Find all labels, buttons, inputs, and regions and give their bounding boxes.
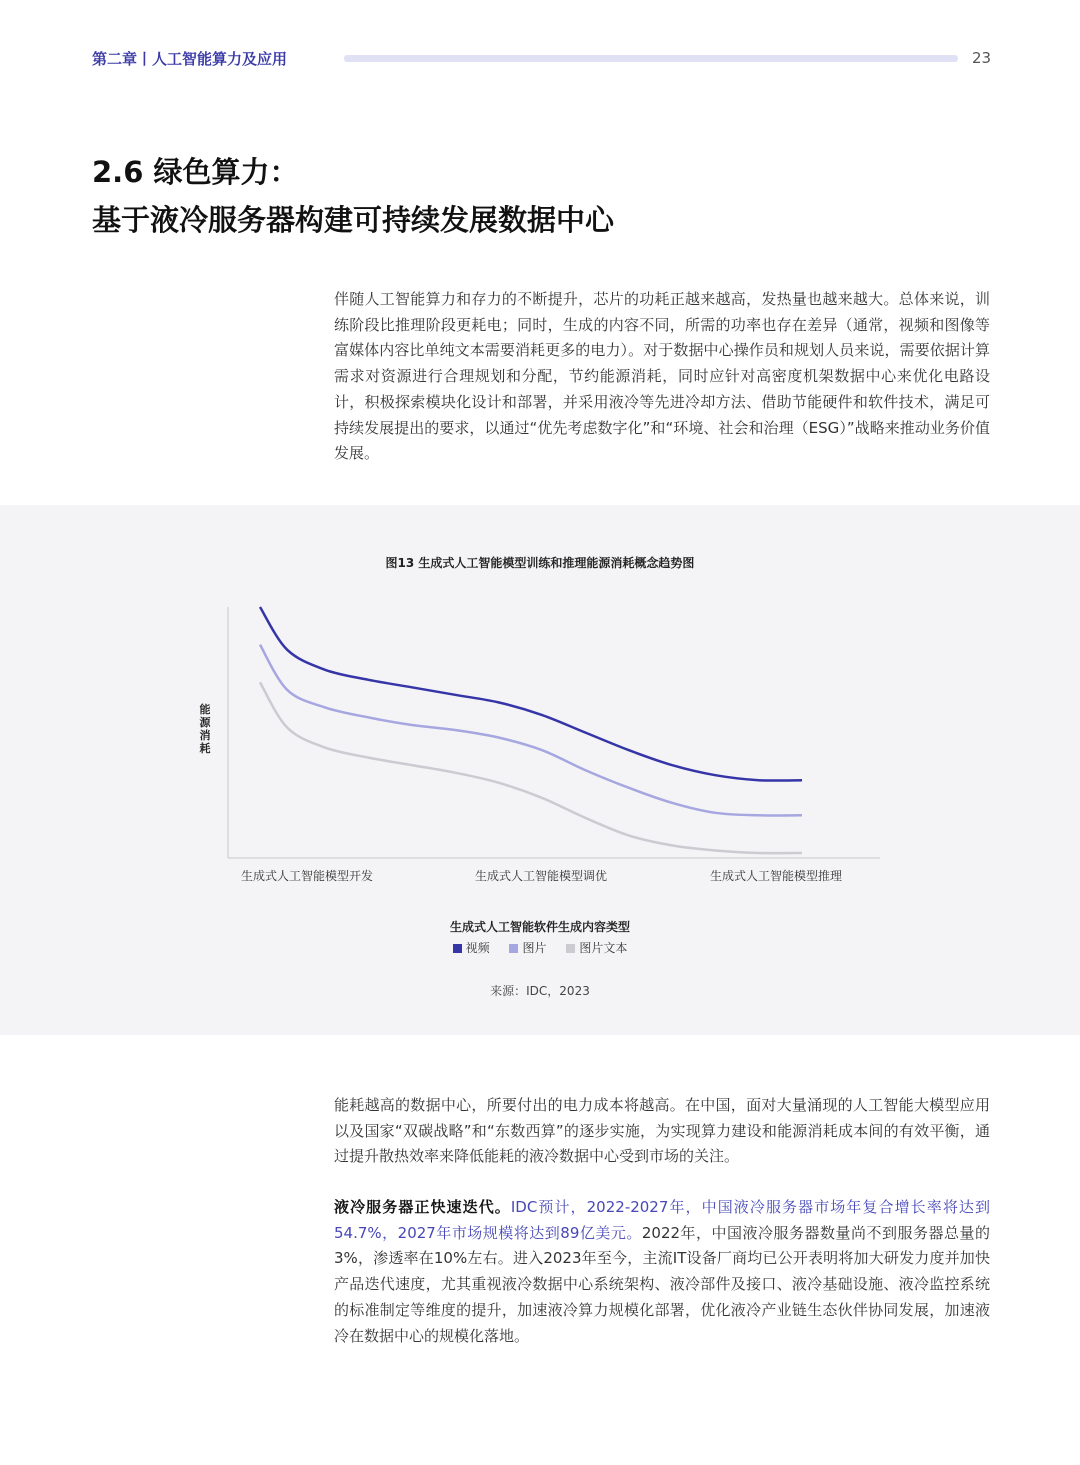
series-line-0 <box>260 607 802 781</box>
legend-label: 视频 <box>465 941 490 955</box>
legend-swatch <box>509 944 518 953</box>
x-axis-title: 生成式人工智能软件生成内容类型 <box>449 920 630 934</box>
legend-swatch <box>453 944 462 953</box>
page-number: 23 <box>972 49 992 67</box>
legend-item-image <box>509 939 546 956</box>
body-paragraph-liquid-cooling <box>334 1195 990 1349</box>
x-tick-label: 生成式人工智能模型推理 <box>709 869 843 883</box>
paragraph-lead: 液冷服务器正快速迭代。 <box>334 1198 511 1216</box>
chapter-label: 第二章丨人工智能算力及应用 <box>92 50 288 68</box>
highlighted-forecast: IDC预计，2022-2027年，中国液冷服务器市场年复合增长率将达到54.7%，2027年市场规模将达到89亿美元。 <box>334 1198 990 1242</box>
series-line-2 <box>260 682 802 853</box>
legend-swatch <box>566 944 575 953</box>
x-tick-label: 生成式人工智能模型开发 <box>240 869 374 883</box>
legend-label: 图片文本 <box>579 941 628 955</box>
body-paragraph: 能耗越高的数据中心，所要付出的电力成本将越高。在中国，面对大量涌现的人工智能大模型应用以及国家“双碳战略”和“东数西算”的逐步实施，为实现算力建设和能源消耗成本间的有效平衡，通过提升散热效率来降低能耗的液冷数据中心受到市场的关注。 <box>334 1096 990 1166</box>
paragraph-text: 2022年，中国液冷服务器数量尚不到服务器总量的3%，渗透率在10%左右。进入2023年至今，主流IT设备厂商均已公开表明将加大研发力度并加快产品迭代速度，尤其重视液冷数据中心系统架构、液冷部件及接口、液冷基础设施、液冷监控系统的标准制定等维度的提升，加速液冷算力规模化部署，优化液冷产业链生态伙伴协同发展，加速液冷在数据中心的规模化落地。 <box>334 1223 990 1345</box>
legend-item-video <box>453 939 490 956</box>
chart-legend <box>0 939 1080 956</box>
section-title-line1: 2.6 绿色算力： <box>92 155 299 189</box>
figure-panel <box>0 505 1080 1035</box>
header-divider <box>344 55 958 62</box>
series-line-1 <box>260 645 802 816</box>
figure-source: 来源：IDC，2023 <box>490 984 590 998</box>
section-title <box>92 148 614 244</box>
intro-paragraph: 伴随人工智能算力和存力的不断提升，芯片的功耗正越来越高，发热量也越来越大。总体来说，训练阶段比推理阶段更耗电；同时，生成的内容不同，所需的功率也存在差异（通常，视频和图像等富媒体内容比单纯文本需要消耗更多的电力）。对于数据中心操作员和规划人员来说，需要依据计算需求对资源进行合理规划和分配，节约能源消耗，同时应针对高密度机架数据中心来优化电路设计，积极探索模块化设计和部署，并采用液冷等先进冷却方法、借助节能硬件和软件技术，满足可持续发展提出的要求，以通过“优先考虑数字化”和“环境、社会和治理（ESG）”战略来推动业务价值发展。 <box>334 290 990 463</box>
chart-title: 图13 生成式人工智能模型训练和推理能源消耗概念趋势图 <box>385 556 695 570</box>
legend-label: 图片 <box>522 941 547 955</box>
x-tick-label: 生成式人工智能模型调优 <box>474 869 608 883</box>
y-axis-label: 能源消耗 <box>199 703 211 755</box>
legend-item-image-text <box>566 939 627 956</box>
section-title-line2: 基于液冷服务器构建可持续发展数据中心 <box>92 203 615 237</box>
